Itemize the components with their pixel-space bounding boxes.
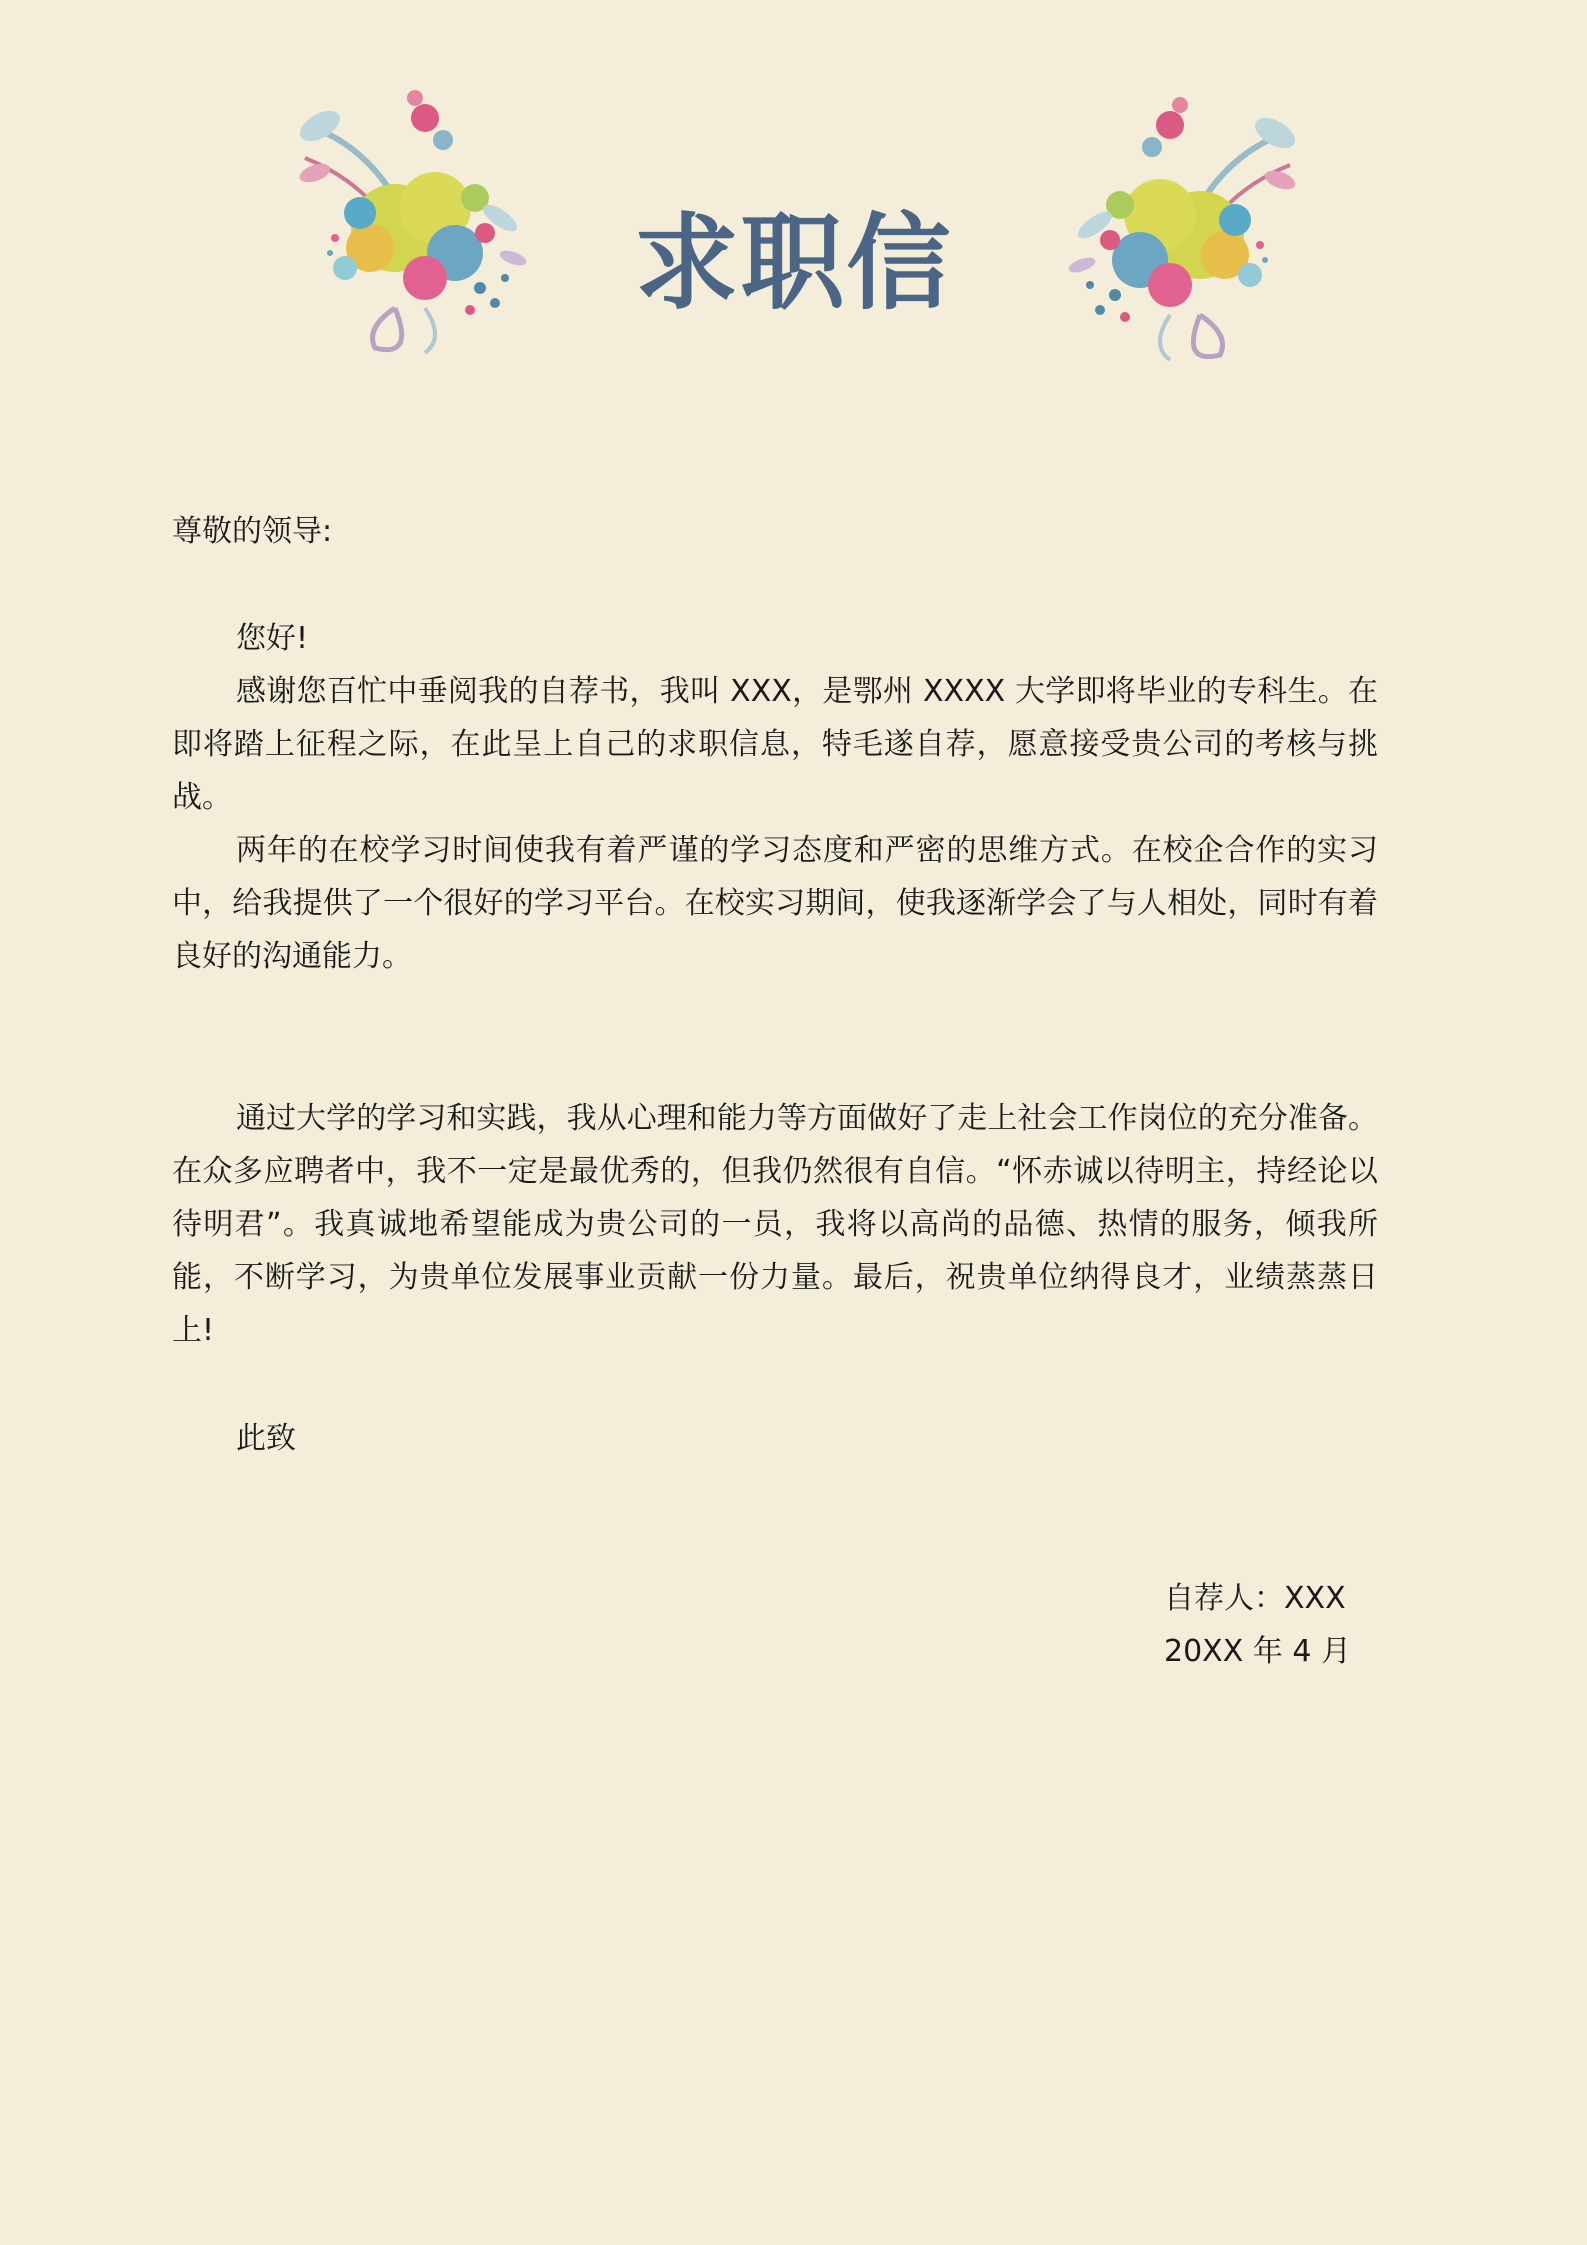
body-paragraph-3: 通过大学的学习和实践，我从心理和能力等方面做好了走上社会工作岗位的充分准备。在众多应聘者中，我不一定是最优秀的，但我仍然很有自信。“怀赤诚以待明主，持经论以待明君”。我真诚地希望能成为贵公司的一员，我将以高尚的品德、热情的服务，倾我所能，不断学习，为贵单位发展事业贡献一份力量。最后，祝贵单位纳得良才，业绩蒸蒸日上! [172,1101,1378,1348]
salutation: 尊敬的领导: [172,514,333,549]
page-title: 求职信 [634,202,953,324]
body-paragraph-1: 感谢您百忙中垂阅我的自荐书，我叫 XXX，是鄂州 XXXX 大学即将毕业的专科生。在即将踏上征程之际，在此呈上自己的求职信息，特毛遂自荐，愿意接受贵公司的考核与挑战。 [172,674,1378,815]
signature-block [1164,1572,1351,1678]
signature-date: 20XX 年 4 月 [1164,1634,1351,1669]
greeting: 您好! [236,621,309,656]
closing-phrase: 此致 [236,1421,296,1456]
signature-name: 自荐人：XXX [1164,1581,1346,1616]
body-paragraph-2: 两年的在校学习时间使我有着严谨的学习态度和严密的思维方式。在校企合作的实习中，给我提供了一个很好的学习平台。在校实习期间，使我逐渐学会了与人相处，同时有着良好的沟通能力。 [172,833,1378,974]
